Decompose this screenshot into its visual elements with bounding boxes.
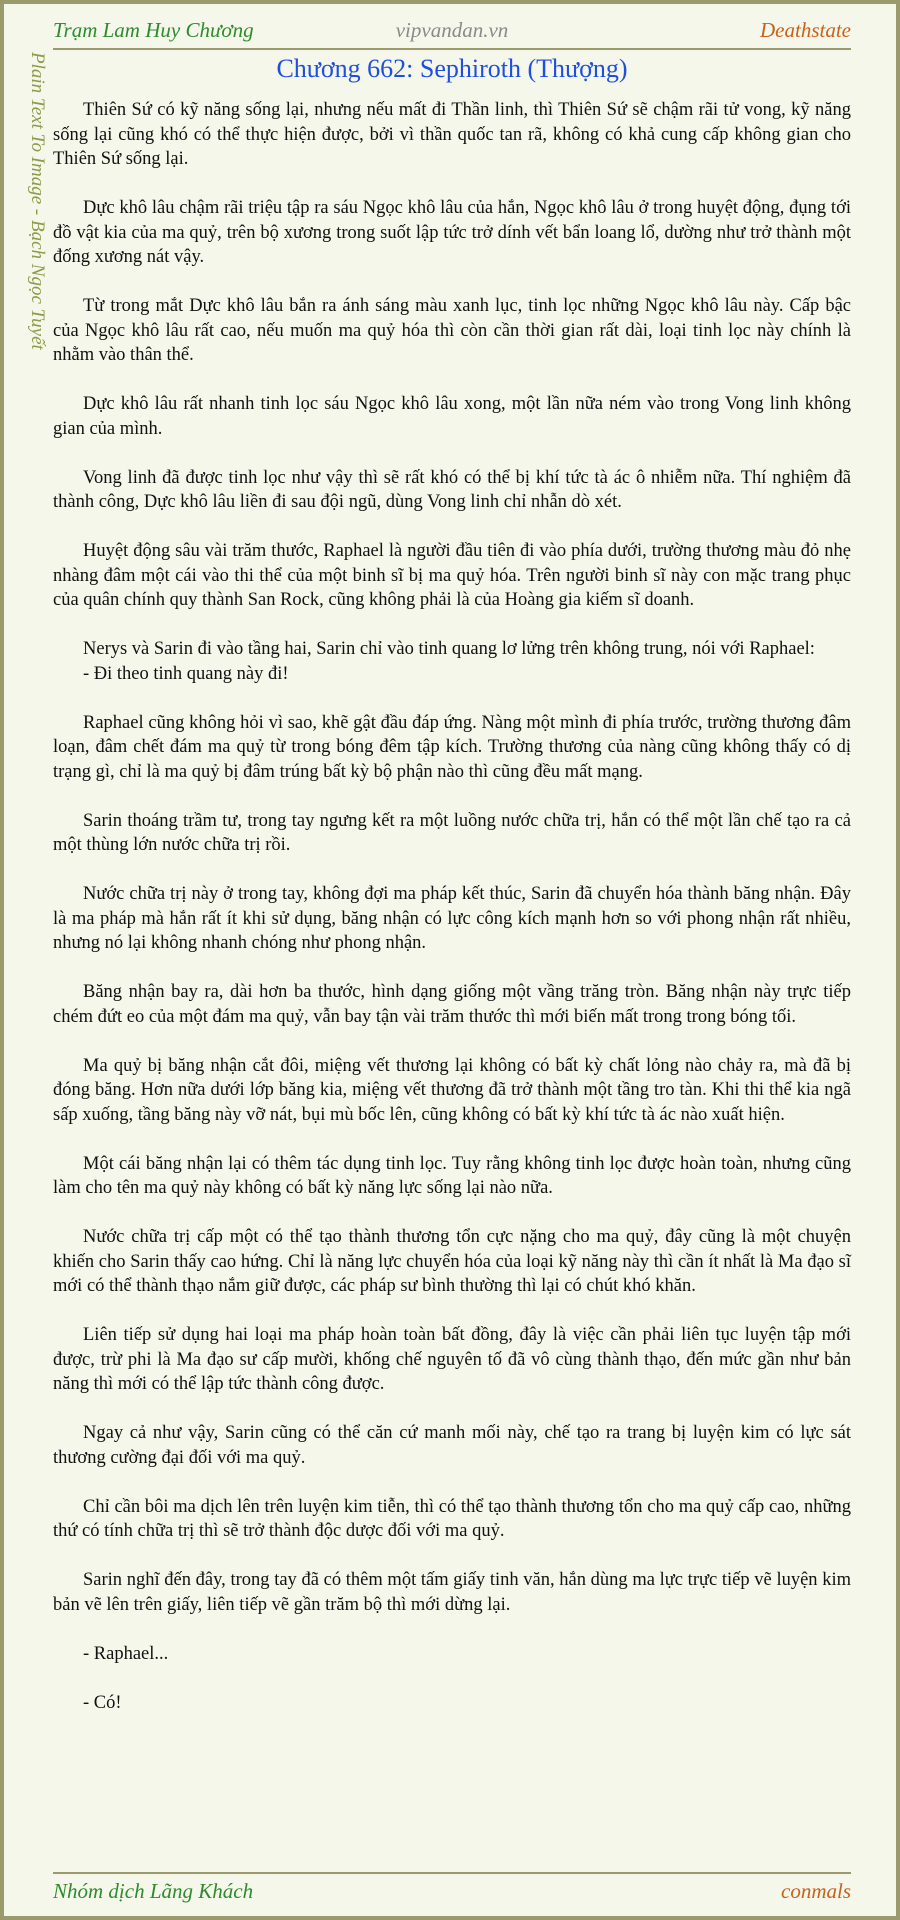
dialogue-line: - Có!	[83, 1692, 122, 1713]
dialogue-line: - Đi theo tinh quang này đi!	[83, 663, 289, 684]
paragraph: Thiên Sứ có kỹ năng sống lại, nhưng nếu mất đi Thần linh, thì Thiên Sứ sẽ chậm rãi tử vong, kỹ năng sống lại cũng khó có thể thực hiện được, bởi vì thần quốc tan rã, không có khả cung cấp không gian cho Thiên Sứ sống lại.	[53, 100, 851, 169]
paragraph: Vong linh đã được tinh lọc như vậy thì sẽ rất khó có thể bị khí tức tà ác ô nhiễm nữa. Thí nghiệm đã thành công, Dực khô lâu liền đi sau đội ngũ, dùng Vong linh chỉ nhẫn dò xét.	[53, 467, 851, 512]
page-footer	[53, 1872, 851, 1908]
paragraph: Từ trong mắt Dực khô lâu bắn ra ánh sáng màu xanh lục, tinh lọc những Ngọc khô lâu này. Cấp bậc của Ngọc khô lâu rất cao, nếu muốn ma quỷ hóa thì còn cần thời gian rất dài, loại tinh lọc này chính là nhằm vào thân thể.	[53, 296, 851, 365]
page-header	[53, 12, 851, 50]
paragraph: Ma quỷ bị băng nhận cắt đôi, miệng vết thương lại không có bất kỳ chất lỏng nào chảy ra, mà đã bị đóng băng. Hơn nữa dưới lớp băng kia, miệng vết thương đã trở thành một tầng tro tàn. Khi thi thể kia ngã sấp xuống, tầng băng này vỡ nát, bụi mù bốc lên, cũng không có bất kỳ khí tức tà ác nào xuất hiện.	[53, 1055, 851, 1125]
paragraph: Dực khô lâu chậm rãi triệu tập ra sáu Ngọc khô lâu của hắn, Ngọc khô lâu ở trong huyệt động, đụng tới đồ vật kia của ma quỷ, trên bộ xương trong suốt lập tức trở dính vết bẩn loang lổ, dường như trở thành một đống xương nát vậy.	[53, 198, 851, 267]
side-watermark-text: Plain Text To Image - Bạch Ngọc Tuyết	[27, 52, 48, 350]
paragraph: Sarin thoáng trầm tư, trong tay ngưng kết ra một luồng nước chữa trị, hắn có thể một lần chế tạo ra cả một thùng lớn nước chữa trị rồi.	[53, 810, 851, 855]
paragraph: Raphael cũng không hỏi vì sao, khẽ gật đầu đáp ứng. Nàng một mình đi phía trước, trường thương đâm loạn, đâm chết đám ma quỷ từ trong bóng đêm tập kích. Trường thương của nàng cũng không thấy có dị trạng gì, chỉ là ma quỷ bị đâm trúng bất kỳ bộ phận nào thì cũng đều mất mạng.	[53, 712, 851, 782]
header-right-text: Deathstate	[760, 18, 851, 42]
paragraph: Nước chữa trị cấp một có thể tạo thành thương tổn cực nặng cho ma quỷ, đây cũng là một chuyện khiến cho Sarin thấy cao hứng. Chỉ là năng lực chuyển hóa của loại kỹ năng này thì cần ít nhất là Ma đạo sĩ mới có thể thành thạo nắm giữ được, các pháp sư bình thường thì lại có chút khó khăn.	[53, 1227, 851, 1296]
paragraph: Nerys và Sarin đi vào tầng hai, Sarin chỉ vào tinh quang lơ lửng trên không trung, nói với Raphael:	[83, 639, 815, 659]
chapter-body	[53, 98, 851, 1740]
dialogue-line: - Raphael...	[83, 1643, 169, 1664]
header-left-text: Trạm Lam Huy Chương	[53, 18, 254, 42]
paragraph: Một cái băng nhận lại có thêm tác dụng tinh lọc. Tuy rằng không tinh lọc được hoàn toàn, nhưng cũng làm cho tên ma quỷ này không có bất kỳ năng lực sống lại nào nữa.	[53, 1153, 851, 1198]
paragraph: Dực khô lâu rất nhanh tinh lọc sáu Ngọc khô lâu xong, một lần nữa ném vào trong Vong linh không gian của mình.	[53, 394, 851, 439]
paragraph: Băng nhận bay ra, dài hơn ba thước, hình dạng giống một vầng trăng tròn. Băng nhận này trực tiếp chém đứt eo của một đám ma quỷ, vẫn bay tận vài trăm thước thì mới biến mất trong trong bóng tối.	[53, 982, 851, 1027]
paragraph: Ngay cả như vậy, Sarin cũng có thể căn cứ manh mối này, chế tạo ra trang bị luyện kim có lực sát thương cường đại đối với ma quỷ.	[53, 1423, 851, 1468]
header-site-text: vipvandan.vn	[395, 18, 509, 42]
paragraph: Huyệt động sâu vài trăm thước, Raphael là người đầu tiên đi vào phía dưới, trường thương màu đỏ nhẹ nhàng đâm một cái vào thi thể của một binh sĩ bị ma quỷ hóa. Trên người binh sĩ này con mặc trang phục của quân chính quy thành San Rock, cũng không phải là của Hoàng gia kiếm sĩ doanh.	[53, 541, 851, 610]
paragraph: Sarin nghĩ đến đây, trong tay đã có thêm một tấm giấy tinh văn, hắn dùng ma lực trực tiếp vẽ luyện kim bản vẽ lên trên giấy, liên tiếp vẽ gần trăm bộ thì mới dừng lại.	[53, 1570, 851, 1615]
chapter-title: Chương 662: Sephiroth (Thượng)	[276, 54, 628, 83]
footer-right-text: conmals	[781, 1879, 851, 1903]
paragraph: Nước chữa trị này ở trong tay, không đợi ma pháp kết thúc, Sarin đã chuyển hóa thành băng nhận. Đây là ma pháp mà hắn rất ít khi sử dụng, băng nhận có lực công kích mạnh hơn so với phong nhận rất nhiều, nhưng nó lại không nhanh chóng như phong nhận.	[53, 884, 851, 953]
paragraph: Chỉ cần bôi ma dịch lên trên luyện kim tiễn, thì có thể tạo thành thương tổn cho ma quỷ cấp cao, những thứ có tính chữa trị thì sẽ trở thành độc dược đối với ma quỷ.	[53, 1496, 851, 1541]
paragraph: Liên tiếp sử dụng hai loại ma pháp hoàn toàn bất đồng, đây là việc cần phải liên tục luyện tập mới được, trừ phi là Ma đạo sư cấp mười, khống chế nguyên tố đã vô cùng thành thạo, đến mức gần như bản năng thì mới có thể lập tức thành công được.	[53, 1325, 851, 1394]
footer-left-text: Nhóm dịch Lãng Khách	[53, 1879, 254, 1903]
page	[4, 4, 896, 1916]
